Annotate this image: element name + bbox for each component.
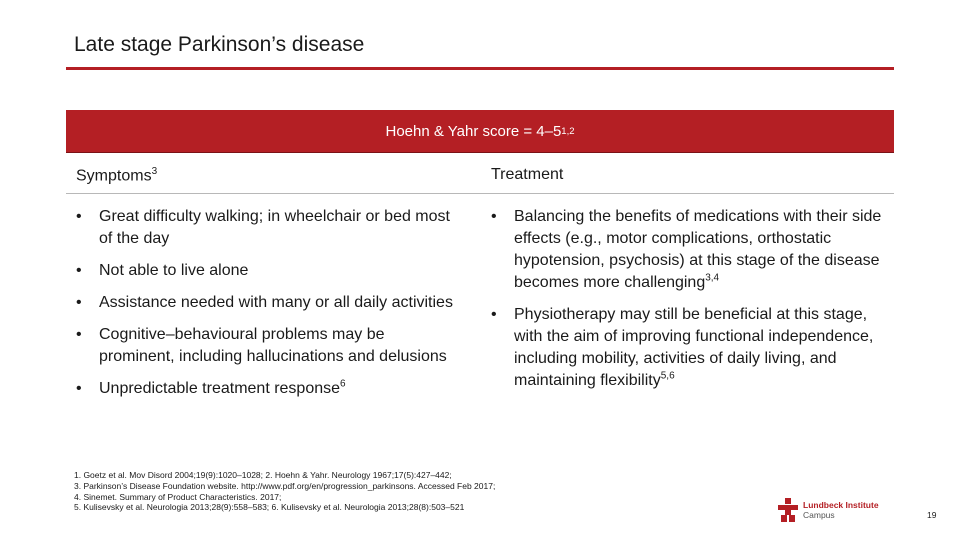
hoehn-yahr-banner: [66, 110, 894, 153]
symptom-text: Unpredictable treatment response: [99, 380, 341, 397]
reference-line: 5. Kulisevsky et al. Neurologia 2013;28(9):558–583; 6. Kulisevsky et al. Neurologia 2013;28(8):503–521: [74, 502, 465, 513]
symptom-item: [76, 324, 464, 368]
reference-line: 4. Sinemet. Summary of Product Characteristics. 2017;: [74, 491, 282, 502]
symptom-item: [76, 378, 464, 400]
treatment-text: Balancing the benefits of medications with their side effects (e.g., motor complications, orthostatic hypotension, psychosis) at this stage of the disease becomes more challenging: [514, 208, 882, 291]
symptom-text: Assistance needed with many or all daily activities: [99, 294, 453, 311]
treatment-item: [491, 304, 886, 392]
symptom-text: Great difficulty walking; in wheelchair or bed most of the day: [99, 208, 450, 247]
banner-text: Hoehn & Yahr score = 4–5: [385, 122, 562, 140]
references: [74, 470, 714, 513]
reference-line: 1. Goetz et al. Mov Disord 2004;19(9):1020–1028; 2. Hoehn & Yahr. Neurology 1967;17(5):427–442;: [74, 470, 452, 480]
banner-citation: 1,2: [561, 125, 575, 137]
logo-subtitle: Campus: [803, 510, 835, 520]
reference-line: 3. Parkinson’s Disease Foundation website. http://www.pdf.org/en/progression_parkinsons. Accessed Feb 2017;: [74, 480, 496, 491]
symptom-item: [76, 260, 464, 282]
symptom-item: [76, 206, 464, 250]
treatment-item: [491, 206, 886, 294]
lundbeck-cross-figure-icon: [778, 498, 798, 522]
treatment-list: [491, 206, 886, 402]
treatment-text: Physiotherapy may still be beneficial at this stage, with the aim of improving functional independence, including mobility, activities of daily living, and maintaining flexibility: [514, 306, 874, 389]
page-number: 19: [927, 510, 937, 520]
symptom-citation: 6: [340, 378, 346, 390]
treatment-heading: Treatment: [491, 166, 564, 183]
symptom-text: Not able to live alone: [99, 262, 249, 279]
symptom-item: [76, 292, 464, 314]
symptoms-heading-label: Symptoms: [76, 167, 152, 185]
symptoms-heading: [76, 166, 157, 185]
page-title: Late stage Parkinson’s disease: [74, 33, 365, 56]
symptom-text: Cognitive–behavioural problems may be prominent, including hallucinations and delusions: [99, 326, 447, 365]
treatment-citation: 5,6: [660, 370, 675, 382]
symptoms-list: [76, 206, 464, 410]
symptoms-heading-citation: 3: [151, 166, 158, 177]
logo-name: Lundbeck Institute: [803, 500, 879, 510]
lundbeck-logo: [778, 497, 900, 523]
title-divider: [66, 67, 894, 70]
header-divider: [66, 193, 894, 194]
treatment-citation: 3,4: [705, 272, 720, 284]
